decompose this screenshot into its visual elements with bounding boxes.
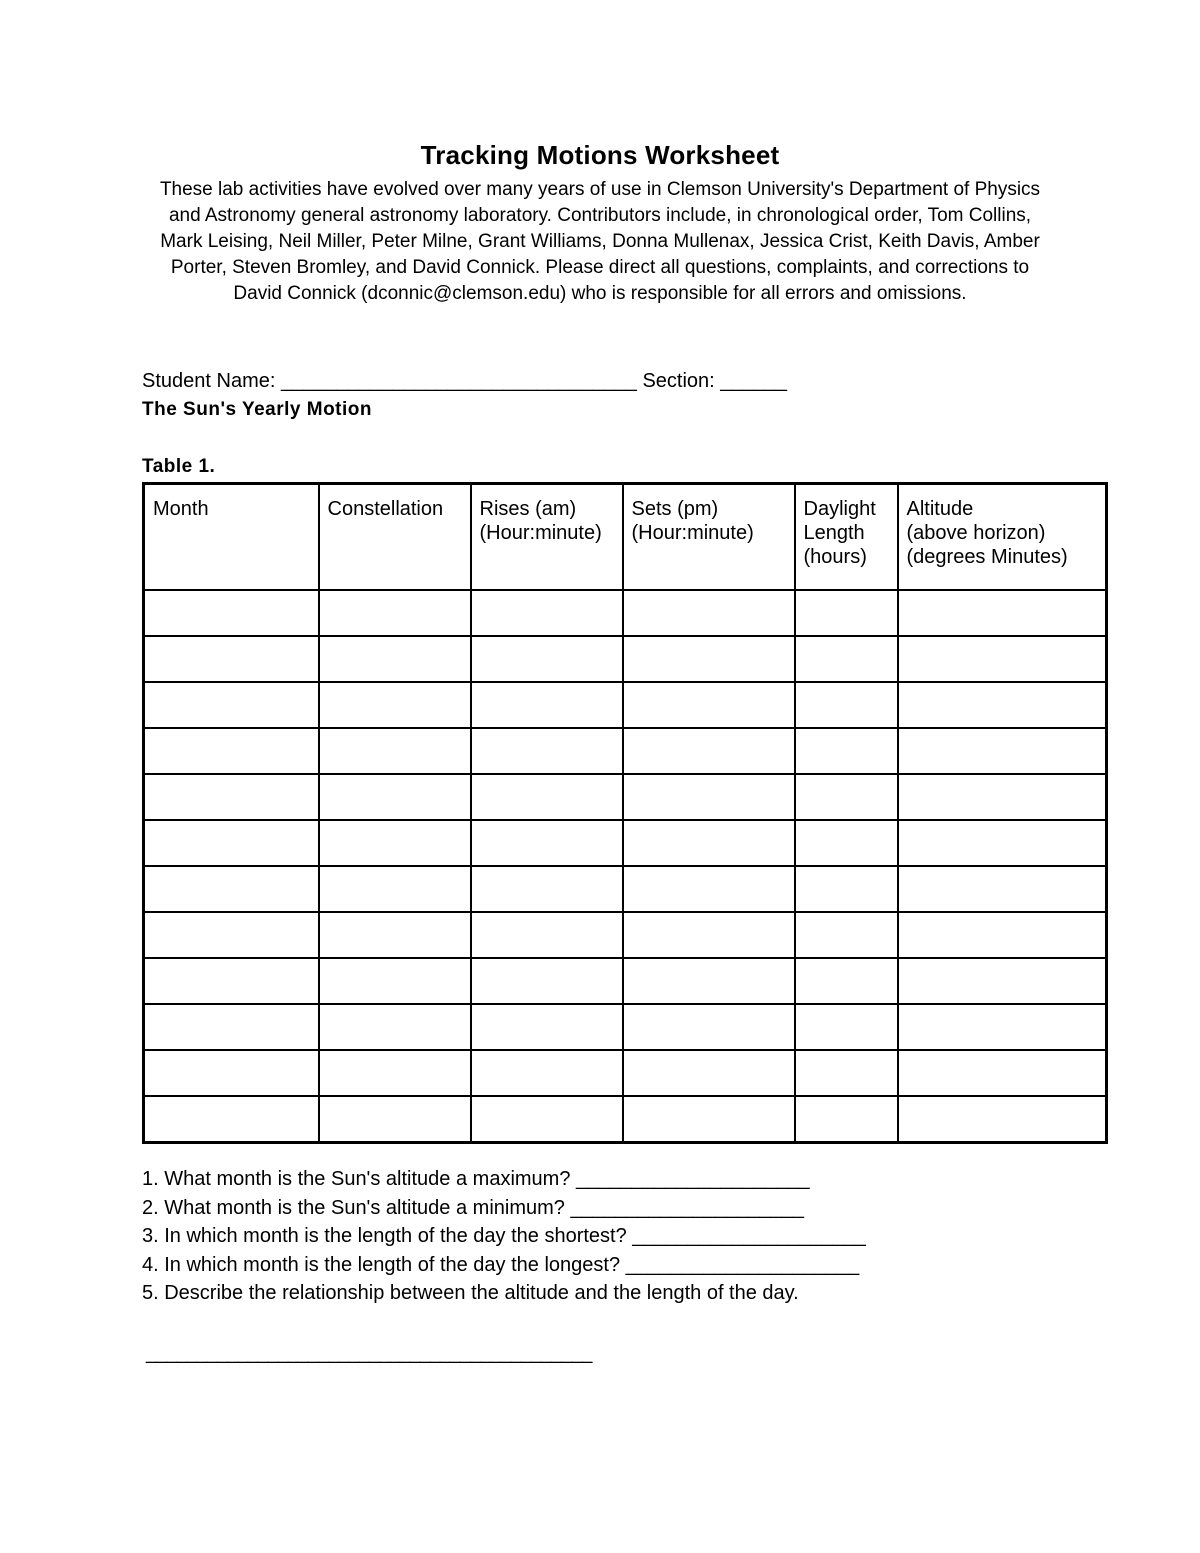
table-row <box>144 820 1107 866</box>
table-row <box>144 728 1107 774</box>
table-row <box>144 1096 1107 1143</box>
table-cell[interactable] <box>471 774 623 820</box>
table-cell[interactable] <box>471 682 623 728</box>
header-sets <box>623 484 795 591</box>
table-cell[interactable] <box>795 1096 898 1143</box>
header-line: (Hour:minute) <box>631 522 754 544</box>
header-line: Constellation <box>327 498 444 520</box>
table-cell[interactable] <box>795 1004 898 1050</box>
header-line: Altitude <box>906 498 974 520</box>
section-heading: The Sun's Yearly Motion <box>142 399 372 420</box>
student-name-section-line[interactable]: Student Name: ________________________________ Section: ______ <box>142 370 788 392</box>
table-row <box>144 866 1107 912</box>
header-altitude <box>898 484 1107 591</box>
intro-line: These lab activities have evolved over many years of use in Clemson University's Department of Physics <box>159 179 1041 200</box>
sun-motion-table <box>142 482 1108 1144</box>
table-cell[interactable] <box>623 636 795 682</box>
table-cell[interactable] <box>144 912 319 958</box>
table-cell[interactable] <box>623 590 795 636</box>
question-3: 3. In which month is the length of the day the shortest? _____________________ <box>142 1225 866 1247</box>
question-2: 2. What month is the Sun's altitude a minimum? _____________________ <box>142 1196 805 1219</box>
table-cell[interactable] <box>898 1004 1107 1050</box>
table-cell[interactable] <box>319 636 471 682</box>
table-cell[interactable] <box>319 774 471 820</box>
table-cell[interactable] <box>795 590 898 636</box>
table-cell[interactable] <box>898 958 1107 1004</box>
table-cell[interactable] <box>898 1050 1107 1096</box>
header-rises <box>471 484 623 591</box>
table-cell[interactable] <box>623 912 795 958</box>
table-cell[interactable] <box>471 1096 623 1143</box>
table-cell[interactable] <box>144 866 319 912</box>
table-cell[interactable] <box>471 866 623 912</box>
table-cell[interactable] <box>898 1096 1107 1143</box>
intro-line: David Connick (dconnic@clemson.edu) who is responsible for all errors and omissions. <box>233 283 967 304</box>
table-cell[interactable] <box>795 636 898 682</box>
table-cell[interactable] <box>623 866 795 912</box>
table-cell[interactable] <box>144 636 319 682</box>
header-constellation <box>319 484 471 591</box>
table-cell[interactable] <box>319 912 471 958</box>
table-row <box>144 636 1107 682</box>
table-cell[interactable] <box>898 820 1107 866</box>
table-cell[interactable] <box>144 728 319 774</box>
table-cell[interactable] <box>898 866 1107 912</box>
table-cell[interactable] <box>144 682 319 728</box>
table-cell[interactable] <box>623 1096 795 1143</box>
header-line: Daylight <box>803 498 876 520</box>
intro-line: Mark Leising, Neil Miller, Peter Milne, Grant Williams, Donna Mullenax, Jessica Crist, Keith Davis, Amber <box>160 231 1040 252</box>
table-cell[interactable] <box>795 1050 898 1096</box>
table-cell[interactable] <box>795 820 898 866</box>
table-cell[interactable] <box>795 866 898 912</box>
header-line: Sets (pm) <box>631 498 719 520</box>
header-line: (hours) <box>803 546 867 568</box>
table-cell[interactable] <box>623 820 795 866</box>
table-label: Table 1. <box>142 456 216 477</box>
header-daylight-length <box>795 484 898 591</box>
table-cell[interactable] <box>898 728 1107 774</box>
table-row <box>144 912 1107 958</box>
table-cell[interactable] <box>319 1004 471 1050</box>
table-row <box>144 682 1107 728</box>
table-cell[interactable] <box>898 636 1107 682</box>
table-cell[interactable] <box>795 728 898 774</box>
table-cell[interactable] <box>623 774 795 820</box>
table-row <box>144 1004 1107 1050</box>
table-cell[interactable] <box>471 636 623 682</box>
question-1: 1. What month is the Sun's altitude a maximum? _____________________ <box>142 1168 810 1190</box>
header-line: (above horizon) <box>906 522 1046 544</box>
table-cell[interactable] <box>144 958 319 1004</box>
table-cell[interactable] <box>319 728 471 774</box>
table-cell[interactable] <box>471 590 623 636</box>
table-cell[interactable] <box>471 1050 623 1096</box>
table-cell[interactable] <box>144 590 319 636</box>
table-cell[interactable] <box>795 774 898 820</box>
table-cell[interactable] <box>795 912 898 958</box>
table-cell[interactable] <box>144 774 319 820</box>
table-row <box>144 774 1107 820</box>
intro-line: and Astronomy general astronomy laboratory. Contributors include, in chronological order, Tom Collins, <box>168 205 1032 226</box>
table-cell[interactable] <box>623 1004 795 1050</box>
worksheet-title: Tracking Motions Worksheet <box>420 140 780 170</box>
questions-list <box>142 1165 866 1308</box>
table-cell[interactable] <box>898 774 1107 820</box>
header-line: Length <box>803 522 865 544</box>
table-cell[interactable] <box>319 682 471 728</box>
table-cell[interactable] <box>144 820 319 866</box>
table-cell[interactable] <box>144 1096 319 1143</box>
table-cell[interactable] <box>319 590 471 636</box>
answer-line[interactable]: ____________________________________________ <box>146 1342 592 1364</box>
table-cell[interactable] <box>898 682 1107 728</box>
header-month <box>144 484 319 591</box>
table-cell[interactable] <box>898 590 1107 636</box>
question-4: 4. In which month is the length of the day the longest? _____________________ <box>142 1253 860 1276</box>
table-row <box>144 1050 1107 1096</box>
table-cell[interactable] <box>623 1050 795 1096</box>
table-cell[interactable] <box>623 728 795 774</box>
table-cell[interactable] <box>319 866 471 912</box>
intro-paragraph <box>130 177 1070 307</box>
header-line: Rises (am) <box>479 498 577 520</box>
table-cell[interactable] <box>623 958 795 1004</box>
table-cell[interactable] <box>144 1050 319 1096</box>
table-cell[interactable] <box>319 1096 471 1143</box>
table-cell[interactable] <box>898 912 1107 958</box>
header-line: (degrees Minutes) <box>906 546 1068 568</box>
table-cell[interactable] <box>795 958 898 1004</box>
table-header-row <box>144 484 1107 591</box>
table-cell[interactable] <box>471 912 623 958</box>
table-cell[interactable] <box>471 820 623 866</box>
table-cell[interactable] <box>795 682 898 728</box>
table-cell[interactable] <box>471 1004 623 1050</box>
table-cell[interactable] <box>319 820 471 866</box>
intro-line: Porter, Steven Bromley, and David Connick. Please direct all questions, complaints, and corrections to <box>170 257 1030 278</box>
table-cell[interactable] <box>471 728 623 774</box>
header-line: (Hour:minute) <box>479 522 602 544</box>
table-body <box>144 590 1107 1143</box>
question-5: 5. Describe the relationship between the altitude and the length of the day. <box>142 1282 799 1304</box>
table-cell[interactable] <box>319 958 471 1004</box>
table-cell[interactable] <box>471 958 623 1004</box>
table-cell[interactable] <box>144 1004 319 1050</box>
table-row <box>144 590 1107 636</box>
table-cell[interactable] <box>623 682 795 728</box>
table-row <box>144 958 1107 1004</box>
header-line: Month <box>153 498 209 520</box>
table-cell[interactable] <box>319 1050 471 1096</box>
